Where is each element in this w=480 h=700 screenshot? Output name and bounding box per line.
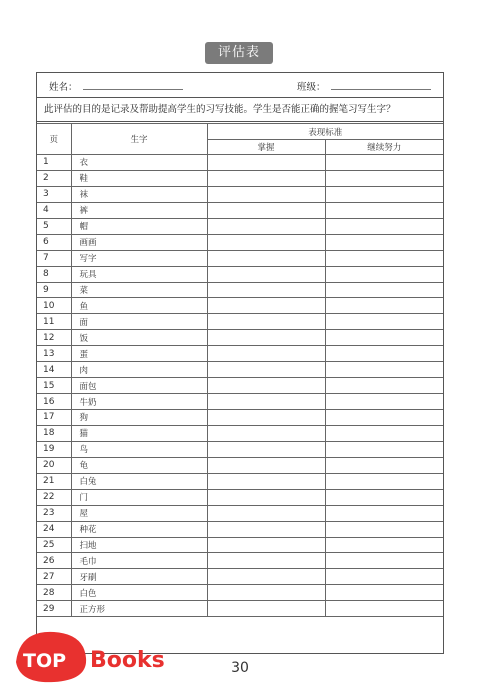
table-row <box>37 170 443 186</box>
page-cell: 3 <box>37 186 71 202</box>
mastered-cell[interactable] <box>207 298 325 314</box>
header-criteria: 表现标准 <box>207 124 443 140</box>
mastered-cell[interactable] <box>207 537 325 553</box>
header-word: 生字 <box>71 124 207 155</box>
keep-trying-cell[interactable] <box>325 489 443 505</box>
page-cell: 22 <box>37 489 71 505</box>
mastered-cell[interactable] <box>207 505 325 521</box>
keep-trying-cell[interactable] <box>325 537 443 553</box>
logo-top-text: TOP <box>23 650 67 672</box>
word-cell: 写字 <box>71 250 207 266</box>
word-cell: 正方形 <box>71 601 207 617</box>
mastered-cell[interactable] <box>207 250 325 266</box>
page-cell: 9 <box>37 282 71 298</box>
name-field[interactable] <box>83 89 183 90</box>
mastered-cell[interactable] <box>207 378 325 394</box>
word-cell: 种花 <box>71 521 207 537</box>
table-row <box>37 489 443 505</box>
word-cell: 肉 <box>71 362 207 378</box>
word-cell: 猫 <box>71 425 207 441</box>
mastered-cell[interactable] <box>207 410 325 426</box>
mastered-cell[interactable] <box>207 362 325 378</box>
keep-trying-cell[interactable] <box>325 601 443 617</box>
logo-books-text: Books <box>90 648 165 673</box>
page-cell: 8 <box>37 266 71 282</box>
page-cell: 17 <box>37 410 71 426</box>
page-cell: 18 <box>37 425 71 441</box>
mastered-cell[interactable] <box>207 202 325 218</box>
page-cell: 16 <box>37 394 71 410</box>
page-cell: 7 <box>37 250 71 266</box>
mastered-cell[interactable] <box>207 282 325 298</box>
keep-trying-cell[interactable] <box>325 585 443 601</box>
mastered-cell[interactable] <box>207 330 325 346</box>
word-cell: 衣 <box>71 155 207 171</box>
mastered-cell[interactable] <box>207 457 325 473</box>
keep-trying-cell[interactable] <box>325 521 443 537</box>
keep-trying-cell[interactable] <box>325 170 443 186</box>
page-cell: 4 <box>37 202 71 218</box>
keep-trying-cell[interactable] <box>325 250 443 266</box>
mastered-cell[interactable] <box>207 473 325 489</box>
table-row <box>37 410 443 426</box>
page-cell: 23 <box>37 505 71 521</box>
word-cell: 白色 <box>71 585 207 601</box>
table-row <box>37 282 443 298</box>
page-cell: 20 <box>37 457 71 473</box>
keep-trying-cell[interactable] <box>325 457 443 473</box>
keep-trying-cell[interactable] <box>325 202 443 218</box>
keep-trying-cell[interactable] <box>325 553 443 569</box>
word-cell: 门 <box>71 489 207 505</box>
mastered-cell[interactable] <box>207 346 325 362</box>
table-row <box>37 505 443 521</box>
mastered-cell[interactable] <box>207 585 325 601</box>
keep-trying-cell[interactable] <box>325 330 443 346</box>
word-cell: 鸟 <box>71 441 207 457</box>
table-row <box>37 155 443 171</box>
keep-trying-cell[interactable] <box>325 346 443 362</box>
assessment-table <box>37 123 443 617</box>
word-cell: 狗 <box>71 410 207 426</box>
table-row <box>37 569 443 585</box>
page-cell: 5 <box>37 218 71 234</box>
table-row <box>37 441 443 457</box>
page-cell: 6 <box>37 234 71 250</box>
mastered-cell[interactable] <box>207 394 325 410</box>
keep-trying-cell[interactable] <box>325 362 443 378</box>
class-field[interactable] <box>331 89 431 90</box>
mastered-cell[interactable] <box>207 553 325 569</box>
table-row <box>37 330 443 346</box>
page-cell: 27 <box>37 569 71 585</box>
table-row <box>37 298 443 314</box>
table-row <box>37 521 443 537</box>
mastered-cell[interactable] <box>207 186 325 202</box>
page-cell: 13 <box>37 346 71 362</box>
word-cell: 鞋 <box>71 170 207 186</box>
keep-trying-cell[interactable] <box>325 298 443 314</box>
table-row <box>37 234 443 250</box>
assessment-form <box>36 72 444 654</box>
word-cell: 鱼 <box>71 298 207 314</box>
page-cell: 15 <box>37 378 71 394</box>
header-keep-trying: 继续努力 <box>325 140 443 155</box>
header-page: 页 <box>37 124 71 155</box>
page-cell: 29 <box>37 601 71 617</box>
page-cell: 21 <box>37 473 71 489</box>
table-row <box>37 250 443 266</box>
keep-trying-cell[interactable] <box>325 410 443 426</box>
mastered-cell[interactable] <box>207 521 325 537</box>
keep-trying-cell[interactable] <box>325 234 443 250</box>
page-cell: 25 <box>37 537 71 553</box>
keep-trying-cell[interactable] <box>325 282 443 298</box>
word-cell: 屋 <box>71 505 207 521</box>
page-cell: 12 <box>37 330 71 346</box>
table-row <box>37 346 443 362</box>
word-cell: 裤 <box>71 202 207 218</box>
table-row <box>37 362 443 378</box>
table-row <box>37 394 443 410</box>
page-cell: 14 <box>37 362 71 378</box>
keep-trying-cell[interactable] <box>325 569 443 585</box>
mastered-cell[interactable] <box>207 425 325 441</box>
page-cell: 19 <box>37 441 71 457</box>
header-mastered: 掌握 <box>207 140 325 155</box>
table-row <box>37 378 443 394</box>
keep-trying-cell[interactable] <box>325 155 443 171</box>
table-row <box>37 425 443 441</box>
page-cell: 26 <box>37 553 71 569</box>
keep-trying-cell[interactable] <box>325 218 443 234</box>
table-row <box>37 266 443 282</box>
mastered-cell[interactable] <box>207 601 325 617</box>
word-cell: 画画 <box>71 234 207 250</box>
page-cell: 10 <box>37 298 71 314</box>
table-row <box>37 585 443 601</box>
page-cell: 2 <box>37 170 71 186</box>
table-row <box>37 473 443 489</box>
word-cell: 毛巾 <box>71 553 207 569</box>
table-row <box>37 218 443 234</box>
word-cell: 菜 <box>71 282 207 298</box>
student-info-row <box>37 73 443 98</box>
word-cell: 扫地 <box>71 537 207 553</box>
mastered-cell[interactable] <box>207 441 325 457</box>
table-row <box>37 457 443 473</box>
mastered-cell[interactable] <box>207 234 325 250</box>
name-label: 姓名： <box>49 82 78 93</box>
word-cell: 面包 <box>71 378 207 394</box>
mastered-cell[interactable] <box>207 569 325 585</box>
keep-trying-cell[interactable] <box>325 266 443 282</box>
word-cell: 袜 <box>71 186 207 202</box>
table-row <box>37 186 443 202</box>
word-cell: 龟 <box>71 457 207 473</box>
intro-text: 此评估的目的是记录及帮助提高学生的习写技能。学生是否能正确的握笔习写生字？ <box>37 98 443 122</box>
mastered-cell[interactable] <box>207 218 325 234</box>
keep-trying-cell[interactable] <box>325 186 443 202</box>
table-row <box>37 537 443 553</box>
word-cell: 面 <box>71 314 207 330</box>
mastered-cell[interactable] <box>207 489 325 505</box>
word-cell: 牙刷 <box>71 569 207 585</box>
mastered-cell[interactable] <box>207 170 325 186</box>
mastered-cell[interactable] <box>207 266 325 282</box>
keep-trying-cell[interactable] <box>325 473 443 489</box>
keep-trying-cell[interactable] <box>325 378 443 394</box>
class-label: 班级： <box>297 82 326 93</box>
table-row <box>37 553 443 569</box>
table-row <box>37 601 443 617</box>
page-cell: 28 <box>37 585 71 601</box>
word-cell: 玩具 <box>71 266 207 282</box>
page-number: 30 <box>231 660 249 676</box>
page-title: 评估表 <box>205 42 273 64</box>
word-cell: 饭 <box>71 330 207 346</box>
mastered-cell[interactable] <box>207 314 325 330</box>
mastered-cell[interactable] <box>207 155 325 171</box>
word-cell: 帽 <box>71 218 207 234</box>
page-cell: 24 <box>37 521 71 537</box>
page-cell: 11 <box>37 314 71 330</box>
keep-trying-cell[interactable] <box>325 441 443 457</box>
table-row <box>37 202 443 218</box>
table-row <box>37 314 443 330</box>
page-cell: 1 <box>37 155 71 171</box>
topbooks-logo <box>10 618 190 688</box>
word-cell: 蛋 <box>71 346 207 362</box>
keep-trying-cell[interactable] <box>325 314 443 330</box>
word-cell: 白兔 <box>71 473 207 489</box>
word-cell: 牛奶 <box>71 394 207 410</box>
keep-trying-cell[interactable] <box>325 425 443 441</box>
keep-trying-cell[interactable] <box>325 394 443 410</box>
keep-trying-cell[interactable] <box>325 505 443 521</box>
